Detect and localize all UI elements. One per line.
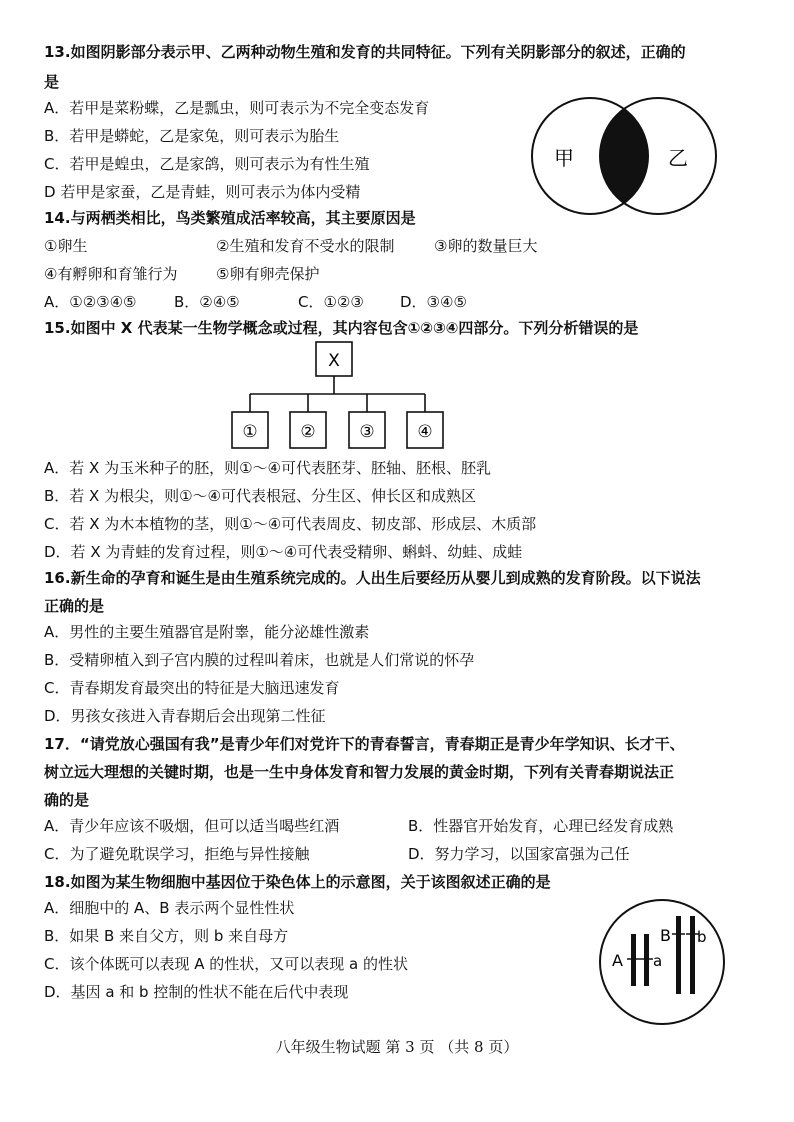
q15-option-c: C．若 X 为木本植物的茎，则①～④可代表周皮、韧皮部、形成层、木质部 (44, 515, 537, 533)
q14-item-3: ③卵的数量巨大 (434, 237, 538, 255)
q16-option-a: A．男性的主要生殖器官是附睾，能分泌雄性激素 (44, 623, 370, 641)
q17-option-d: D．努力学习，以国家富强为己任 (408, 845, 630, 863)
q16-option-d: D．男孩女孩进入青春期后会出现第二性征 (44, 707, 326, 725)
q14-item-1: ①卵生 (44, 237, 88, 255)
q14-item-4: ④有孵卵和育雏行为 (44, 265, 178, 283)
chromosome-cell-diagram (596, 896, 728, 1028)
gene-label-A: A (612, 951, 623, 970)
q17-option-b: B．性器官开始发育，心理已经发育成熟 (408, 817, 674, 835)
q15-option-d: D．若 X 为青蛙的发育过程，则①～④可代表受精卵、蝌蚪、幼蛙、成蛙 (44, 543, 523, 561)
venn-right-label: 乙 (668, 146, 688, 170)
q14-choice-b: B．②④⑤ (174, 293, 240, 311)
q18-option-a: A．细胞中的 A、B 表示两个显性性状 (44, 899, 295, 917)
q15-option-a: A．若 X 为玉米种子的胚，则①～④可代表胚芽、胚轴、胚根、胚乳 (44, 459, 491, 477)
q17-option-c: C．为了避免耽误学习，拒绝与异性接触 (44, 845, 310, 863)
page-footer: 八年级生物试题 第 3 页 （共 8 页） (275, 1038, 519, 1056)
q17-stem-line2: 树立远大理想的关键时期，也是一生中身体发育和智力发展的黄金时期，下列有关青春期说法正 (44, 763, 675, 781)
chromosome-2b (690, 916, 695, 994)
q13-stem-line1: 13.如图阴影部分表示甲、乙两种动物生殖和发育的共同特征。下列有关阴影部分的叙述，正确的 (44, 43, 686, 61)
q16-option-c: C．青春期发育最突出的特征是大脑迅速发育 (44, 679, 340, 697)
q14-choice-a: A．①②③④⑤ (44, 293, 137, 311)
tree-child-label-4: ④ (417, 422, 433, 442)
tree-child-label-3: ③ (359, 422, 375, 442)
q15-stem: 15.如图中 X 代表某一生物学概念或过程，其内容包含①②③④四部分。下列分析错误的是 (44, 319, 639, 337)
q14-choice-c: C．①②③ (298, 293, 364, 311)
q16-stem-line2: 正确的是 (44, 597, 105, 615)
q16-option-b: B．受精卵植入到子宫内膜的过程叫着床，也就是人们常说的怀孕 (44, 651, 475, 669)
q14-item-5: ⑤卵有卵壳保护 (216, 265, 320, 283)
gene-label-B: B (660, 926, 671, 945)
q13-option-c: C．若甲是蝗虫，乙是家鸽，则可表示为有性生殖 (44, 155, 370, 173)
q18-option-c: C．该个体既可以表现 A 的性状，又可以表现 a 的性状 (44, 955, 409, 973)
q17-stem-line3: 确的是 (44, 791, 90, 809)
tree-root-label: X (328, 351, 340, 371)
chromosome-1a (631, 934, 636, 986)
x-tree-diagram (228, 340, 460, 452)
tree-child-label-1: ① (242, 422, 258, 442)
q13-stem-line2: 是 (44, 73, 60, 91)
q13-option-d: D 若甲是家蚕，乙是青蛙，则可表示为体内受精 (44, 183, 361, 201)
venn-left-label: 甲 (554, 146, 574, 170)
q13-option-a: A．若甲是菜粉蝶，乙是瓢虫，则可表示为不完全变态发育 (44, 99, 430, 117)
q18-option-d: D．基因 a 和 b 控制的性状不能在后代中表现 (44, 983, 349, 1001)
q18-option-b: B．如果 B 来自父方，则 b 来自母方 (44, 927, 289, 945)
q15-option-b: B．若 X 为根尖，则①～④可代表根冠、分生区、伸长区和成熟区 (44, 487, 476, 505)
q17-option-a: A．青少年应该不吸烟，但可以适当喝些红酒 (44, 817, 340, 835)
chromosome-1b (644, 934, 649, 986)
gene-label-b: b (697, 928, 707, 946)
q14-stem: 14.与两栖类相比，鸟类繁殖成活率较高，其主要原因是 (44, 209, 416, 227)
venn-diagram (528, 94, 722, 218)
q14-choice-d: D．③④⑤ (400, 293, 467, 311)
q16-stem-line1: 16.新生命的孕育和诞生是由生殖系统完成的。人出生后要经历从婴儿到成熟的发育阶段。以下说法 (44, 569, 701, 587)
q18-stem: 18.如图为某生物细胞中基因位于染色体上的示意图，关于该图叙述正确的是 (44, 873, 551, 891)
chromosome-2a (676, 916, 681, 994)
q13-option-b: B．若甲是蟒蛇，乙是家兔，则可表示为胎生 (44, 127, 340, 145)
q14-item-2: ②生殖和发育不受水的限制 (216, 237, 395, 255)
tree-child-label-2: ② (300, 422, 316, 442)
gene-label-a: a (653, 952, 663, 970)
q17-stem-line1: 17．“请党放心强国有我”是青少年们对党许下的青春誓言，青春期正是青少年学知识、长才干、 (44, 735, 685, 753)
